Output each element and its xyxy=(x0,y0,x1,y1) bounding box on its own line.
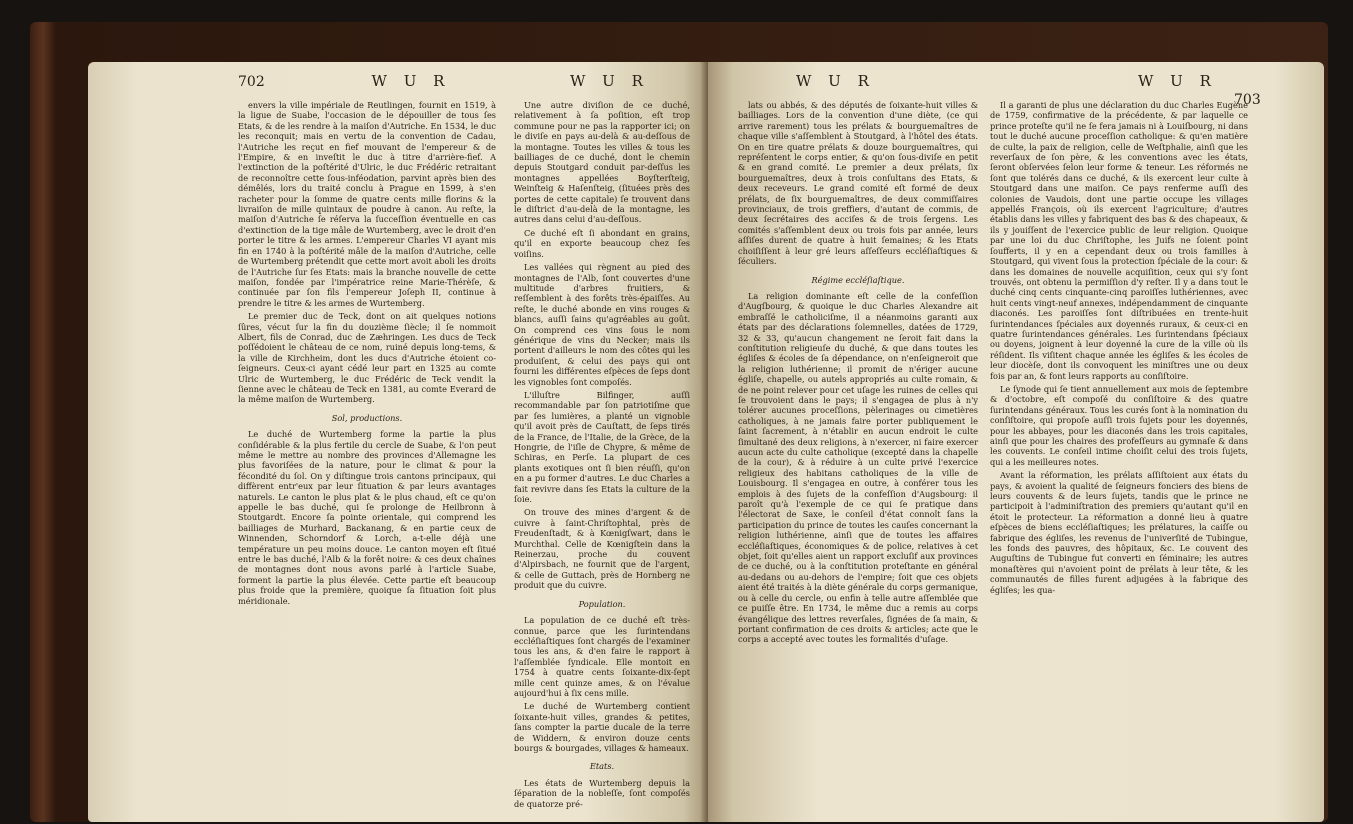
paragraph: La religion dominante eſt celle de la confeſſion d'Augſbourg, & quoique le duc Charles Alexandre ait embraſſé le catholiciſme, il a néanmoins garanti aux états par des déclarations ſolemnelles, datées de 1729, 32 & 33, qu'aucun changement ne ſeroit fait dans la conſtitution religieuſe du duché, & que dans toutes les égliſes & écoles de ſa dépendance, on n'enſeigneroit que la religion luthérienne; il promit de n'ériger aucune égliſe, chapelle, ou autels appropriés au culte romain, & de ne point relever pour cet uſage les ruines de celles qui ſe trouvoient dans le pays; il s'engagea de plus à n'y tolérer aucunes proceſſions, pèlerinages ou cimetières catholiques, à ne jamais faire porter publiquement le ſaint ſacrement, à n'établir en aucun endroit le culte ſimultané des deux religions, à n'exercer, ni faire exercer aucun acte du culte catholique (excepté dans la chapelle de la cour), & à réduire à un culte privé l'exercice religieux des habitans catholiques de la ville de Louisbourg. Il s'engagea en outre, à conférer tous les emplois à des ſujets de la confeſſion d'Augsbourg: il paroît qu'à l'exemple de ce qui ſe pratique dans l'électorat de Saxe, le conſeil d'état connoît ſans la participation du prince de toutes les cauſes concernant la religion luthérienne, ainſi que de toutes les affaires eccléſiaſtiques, économiques & de police, relatives à cet objet, ſoit qu'elles aient un rapport excluſif aux provinces de ce duché, ou à la conſtitution proteſtante en général au-dedans ou au-dehors de l'empire; ſoit que ces objets aient été traités à la diète générale du corps germanique, ou à celle du cercle, ou enfin à telle autre aſſemblée que ce puiſſe être. En 1734, le même duc a remis au corps évangélique des lettres reverſales, ſignées de ſa main, & portant confirmation de ces droits & articles; acte que le corps a accepté avec toutes les formalités d'uſage. xyxy=(738,290,978,645)
right-column-2 xyxy=(990,100,1248,598)
section-heading: Etats. xyxy=(589,761,615,772)
right-column-1 xyxy=(738,100,978,648)
paragraph: Les vallées qui règnent au pied des montagnes de l'Alb, ſont couvertes d'une multitude d'arbres fruitiers, & reſſemblent à des forêts très-épaiſſes. Au reſte, le duché abonde en vins rouges & blancs, auſſi ſains qu'agréables au goût. On comprend ces vins ſous le nom générique de vins du Necker; mais ils portent d'ailleurs le nom des côtes qui les produiſent, & celui des pays qui ont fourni les différentes eſpèces de ſeps dont les vignobles ſont compoſés. xyxy=(514,262,690,387)
left-column-1 xyxy=(238,100,496,609)
paragraph: Le duché de Wurtemberg contient ſoixante-huit villes, grandes & petites, ſans compter la partie ducale de la terre de Widdern, & environ douze cents bourgs & bourgades, villages & hameaux. xyxy=(514,701,690,753)
paragraph: L'illuſtre Bilfinger, auſſi recommandable par ſon patriotiſme que par ſes lumières, a planté un vignoble qu'il avoit près de Cauſtatt, de ſeps tirés de la France, de l'Italie, de la Grèce, de la Hongrie, de l'iſle de Chypre, & même de Schiras, en Perſe. La plupart de ces plants exotiques ont ſi bien réuſſi, qu'on en a pu former d'autres. Le duc Charles a fait revivre dans ſes Etats la culture de la ſoie. xyxy=(514,389,690,505)
paragraph: Une autre diviſion de ce duché, relativement à ſa poſition, eſt trop commune pour ne pas la rapporter ici; on le diviſe en pays au-delà & au-deſſous de la montagne. Toutes les villes & tous les bailliages de ce duché, dont le chemin depuis Stoutgard conduit par-deſſus les montagnes appellées Boyſterſteig, Weinſteig & Haſenſteig, (ſituées près des portes de cette capitale) ſe trouvent dans le diſtrict d'au-delà de la montagne, les autres dans celui d'au-deſſous. xyxy=(514,100,690,225)
paragraph: lats ou abbés, & des députés de ſoixante-huit villes & bailliages. Lors de la convention d'une diète, (ce qui arrive rarement) tous les prélats & bourguemaîtres de chaque ville s'aſſemblent à Stoutgard, à l'hôtel des états. On en tire quatre prélats & douze bourguemaîtres, qui repréſentent le corps entier, & qu'on ſous-diviſe en petit & en grand comité. Le premier a deux prélats, ſix bourguemaîtres, deux à trois conſultans des Etats, & deux receveurs. Le grand comité eſt formé de deux prélats, de ſix bourguemaîtres, de deux commiſſaires provinciaux, de trois greffiers, d'autant de commis, de deux ſecrétaires des acciſes & de trois ſergens. Les comités s'aſſemblent deux ou trois fois par année, leurs aſſiſes durent de quatre à huit ſemaines; & les Etats choiſiſſent à leur gré leurs aſſeſſeurs eccléſiaſtiques & ſéculiers. xyxy=(738,100,978,267)
section-heading: Population. xyxy=(578,598,626,609)
section-heading: Sol, productions. xyxy=(331,412,403,423)
paragraph: Le premier duc de Teck, dont on ait quelques notions ſûres, vécut ſur la fin du douzième ſiècle; il ſe nommoit Albert, fils de Conrad, duc de Zæhringen. Les ducs de Teck poſſédoient le château de ce nom, ruiné depuis long-tems, & la ville de Kirchheim, dont les ducs d'Autriche étoient co-ſeigneurs. Ceux-ci ayant cédé leur part en 1325 au comte Ulric de Wurtemberg, le duc Frédéric de Teck vendit la ſienne avec le château de Teck en 1381, au comte Everard de la même maiſon de Wurtemberg. xyxy=(238,311,496,405)
left-page xyxy=(88,62,708,822)
left-page-number: 702 xyxy=(238,74,265,90)
paragraph: Avant la réformation, les prélats aſſiſtoient aux états du pays, & avoient la qualité de ſeigneurs fonciers des biens de leurs couvents & de leurs ſujets, tandis que le prince ne participoit à l'adminiſtration des premiers qu'autant qu'il en étoit le protecteur. La réformation a donné lieu à quatre eſpèces de biens eccléſiaſtiques; les prélatures, la caiſſe ou fabrique des égliſes, les revenus de l'univerſité de Tubingue, les fonds des pauvres, des hôpitaux, &c. Le couvent des Auguſtins de Tubingue fut converti en ſéminaire; les autres monaſtères qui n'avoient point de prélats à leur tête, & les communautés de filles furent adjugées à la fabrique des égliſes; les qua- xyxy=(990,470,1248,595)
paragraph: Il a garanti de plus une déclaration du duc Charles Eugène de 1759, confirmative de la précédente, & par laquelle ce prince proteſte qu'il ne ſe fera jamais ni à Louiſbourg, ni dans tout le duché aucune proceſſion catholique: & qu'en matière de culte, la paix de religion, celle de Weſtphalie, ainſi que les reverſaux de ſon père, & les conventions avec les états, ſeront obſervées ſelon leur forme & teneur. Les réformés ne ſont que tolérés dans ce duché, & ils exercent leur culte à Stoutgard dans une maiſon. Ce pays renferme auſſi des colonies de Vaudois, dont une partie occupe les villages appellés François, où ils exercent l'agriculture; d'autres établis dans les villes y fabriquent des bas & des chapeaux, & ils y jouiſſent de l'exercice public de leur religion. Quoique par une loi du duc Chriſtophe, les Juifs ne ſoient point ſoufferts, il y en a cependant deux ou trois familles à Stoutgard, qui vivent ſous la protection ſpéciale de la cour: & dans les domaines de nouvelle acquiſition, ceux qui s'y ſont trouvés, ont obtenu la permiſſion d'y reſter. Il y a dans tout le duché cinq cents cinquante-cinq paroiſſes luthériennes, avec huit cents vingt-neuf annexes, indépendamment de cinquante diaconés. Les paroiſſes ſont diſtribuées en trente-huit ſurintendances ſpéciales aux doyennés ruraux, & ceux-ci en quatre ſurintendances générales. Les ſurintendans ſpéciaux ou doyens, joignent à leur doyenné la cure de la ville où ils réſident. Ils viſitent chaque année les égliſes & les écoles de leur diocèſe, dont ils convoquent les miniſtres une ou deux fois par an, & font leurs rapports au conſiſtoire. xyxy=(990,100,1248,381)
paragraph: envers la ville impériale de Reutlingen, fournit en 1519, à la ligue de Suabe, l'occasion de le dépouiller de tous ſes Etats, & de les rendre à la maiſon d'Autriche. En 1534, le duc les reconquit; mais en vertu de la convention de Cadau, l'Autriche les reçut en fief mouvant de l'empereur & de l'Empire, & en inveſtit le duc à titre d'arrière-fief. A l'extinction de la poſtérité d'Ulric, le duc Frédéric retraitant de reconnoître cette ſous-inféodation, parvint après bien des démêlés, lors du traité conclu à Prague en 1599, à s'en racheter pour la ſomme de quatre cents mille florins & la livraiſon de mille quintaux de poudre à canon. Au reſte, la maiſon d'Autriche ſe réſerva la ſucceſſion éventuelle en cas d'extinction de la tige mâle de Wurtemberg, avec le droit d'en porter le titre & les armes. L'empereur Charles VI ayant mis fin en 1740 à la poſtérité mâle de la maiſon d'Autriche, celle de Wurtemberg prétendit que cette mort avoit aboli les droits de l'Autriche ſur ſes Etats: mais la branche nouvelle de cette maiſon, fondée par l'impératrice reine Marie-Thérèſe, & continuée par ſon fils l'empereur Joſeph II, continue à prendre le titre & les armes de Wurtemberg. xyxy=(238,100,496,308)
paragraph: Le duché de Wurtemberg forme la partie la plus conſidérable & la plus fertile du cercle de Suabe, & l'on peut même le mettre au nombre des provinces d'Allemagne les plus favoriſées de la nature, pour le climat & pour la fécondité du ſol. On y diſtingue trois cantons principaux, qui diffèrent entr'eux par leur ſituation & par leurs avantages naturels. Le canton le plus plat & le plus chaud, eſt ce qu'on appelle le bas duché, qui ſe prolonge de Heilbronn à Stoutgardt. Encore ſa pointe orientale, qui comprend les bailliages de Murhard, Backanang, & en partie ceux de Winnenden, Schorndorf & Lorch, a-t-elle déjà une température un peu moins douce. Le canton moyen eſt ſitué entre le bas duché, l'Alb & la forêt noire: & ces deux chaînes de montagnes dont nous avons parlé à l'article Suabe, forment la partie la plus élevée. Cette partie eſt beaucoup plus froide que la première, quoique ſa ſituation ſoit plus méridionale. xyxy=(238,429,496,606)
paragraph: Les états de Wurtemberg depuis la ſéparation de la nobleſſe, ſont compoſés de quatorze pré- xyxy=(514,777,690,809)
section-heading: Régime eccléſiaſtique. xyxy=(811,274,905,285)
right-page xyxy=(708,62,1324,822)
paragraph: La population de ce duché eſt très-connue, parce que les ſurintendans eccléſiaſtiques ſont chargés de l'examiner tous les ans, & d'en faire le rapport à l'aſſemblée ſyndicale. Elle montoit en 1754 à quatre cents ſoixante-dix-ſept mille cent quinze ames, & on l'évalue aujourd'hui à ſix cens mille. xyxy=(514,615,690,698)
left-head-title: W U R xyxy=(371,72,451,90)
book-binding xyxy=(30,22,1328,822)
left-column-2 xyxy=(514,100,690,812)
paragraph: On trouve des mines d'argent & de cuivre à ſaint-Chriſtophtal, près de Freudenſtadt, & à Kœnigſwart, dans le Murchthal. Celle de Kœnigſtein dans la Reinerzau, proche du couvent d'Alpirsbach, ne fournit que de l'argent, & celle de Guttach, près de Hornberg ne produit que du cuivre. xyxy=(514,507,690,591)
left-running-head-center: W U R xyxy=(570,72,649,90)
right-head-title: W U R xyxy=(1138,72,1217,90)
right-running-head: W U R xyxy=(796,72,875,90)
paragraph: Ce duché eſt ſi abondant en grains, qu'il en exporte beaucoup chez ſes voiſins. xyxy=(514,227,690,259)
left-running-head xyxy=(238,72,450,90)
paragraph: Le ſynode qui ſe tient annuellement aux mois de ſeptembre & d'octobre, eſt compoſé du conſiſtoire & des quatre ſurintendans généraux. Tous les curés ſont à la nomination du conſiſtoire, qui propoſe auſſi trois ſujets pour les doyennés, pour les abbayes, pour les diaconés dans les trois capitales, ainſi que pour les chaires des profeſſeurs au gymnaſe & dans les couvents. Le conſeil intime choiſit celui des trois ſujets, qui a les meilleures notes. xyxy=(990,383,1249,467)
right-page-number: 703 xyxy=(1234,92,1261,108)
